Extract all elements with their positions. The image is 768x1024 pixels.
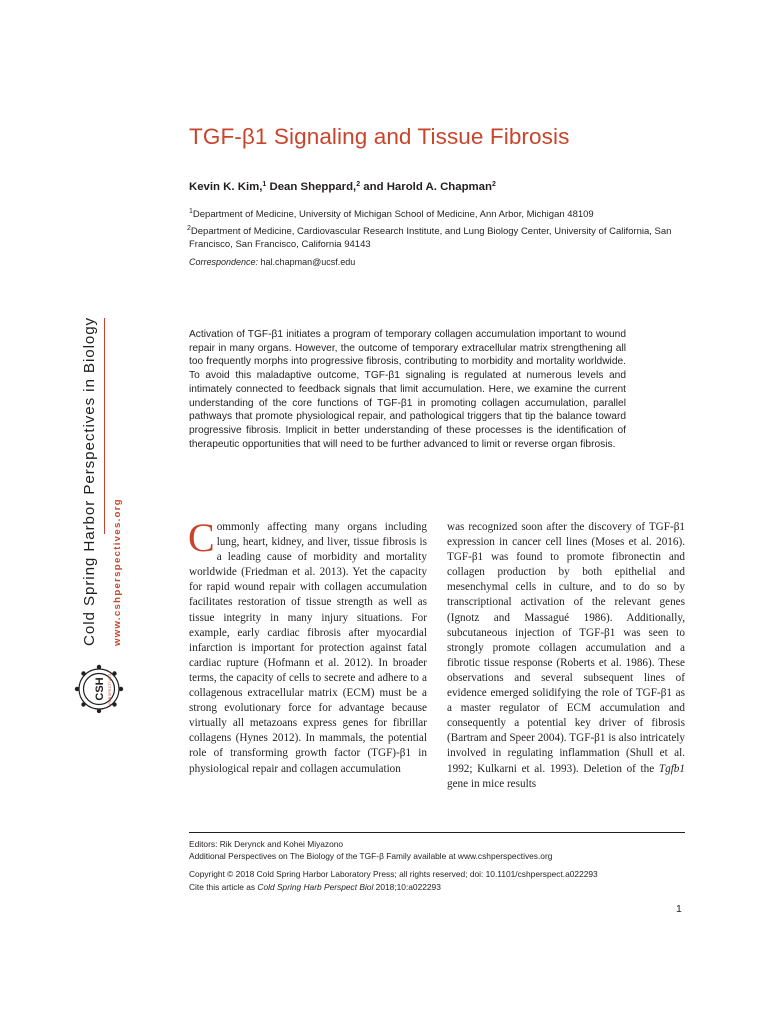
drop-cap: C (188, 515, 215, 560)
csh-logo (74, 655, 124, 723)
body-column-right (447, 520, 685, 792)
correspondence-email[interactable]: hal.chapman@ucsf.edu (258, 257, 356, 267)
footer-copyright: Copyright © 2018 Cold Spring Harbor Laboratory Press; all rights reserved; doi: 10.1101/cshperspect.a022293 (189, 869, 598, 880)
logo-text: CSH (94, 677, 106, 701)
author-affil-marker: 2 (356, 181, 361, 188)
body-column-left (188, 515, 427, 777)
author-name: Kevin K. Kim, (189, 181, 263, 193)
footer (189, 838, 689, 893)
body-text-right: was recognized soon after the discovery of TGF-β1 expression in cancer cell lines (Moses et al. 2016). TGF-β1 was found to promote fibronectin and collagen production by both epithelial and mesenchymal cells in culture, and to do so by transcriptional activation of the relevant genes (Ignotz and Massagué 1986). Additionally, subcutaneous injection of TGF-β1 was seen to strongly promote collagen accumulation and a fibrotic tissue response (Roberts et al. 1986). These observations and several subsequent lines of evidence emerged solidifying the role of TGF-β1 as a master regulator of ECM accumulation and consequently a potential key driver of fibrosis (Bartram and Speer 2004). TGF-β1 is also intricately involved in regulating inflammation (Shull et al. 1992; Kulkarni et al. 1993). Deletion of the (447, 521, 685, 775)
author-affil-marker: 1 (262, 181, 267, 188)
abstract: Activation of TGF-β1 initiates a program of temporary collagen accumulation important to wound repair in many organs. However, the outcome of temporary extracellular matrix strengthening all too frequently morphs into progressive fibrosis, contributing to morbidity and mortality worldwide. To avoid this maladaptive outcome, TGF-β1 signaling is regulated at numerous levels and intimately connected to feedback signals that limit accumulation. Here, we examine the current understanding of the core functions of TGF-β1 in promoting collagen accumulation, parallel pathways that promote physiological repair, and pathological triggers that tip the balance toward progressive fibrosis. Implicit in better understanding of these processes is the identification of therapeutic opportunities that will need to be further advanced to limit or reverse organ fibrosis. (189, 329, 626, 450)
page-number: 1 (676, 903, 682, 915)
footer-editors: Editors: Rik Derynck and Kohei Miyazono (189, 839, 344, 849)
logo-subtext: PERSPECTIVES (108, 673, 112, 705)
affiliation-marker: 2 (187, 225, 191, 232)
article-title: TGF-β1 Signaling and Tissue Fibrosis (189, 124, 570, 149)
author-name: Dean Sheppard, (266, 181, 357, 193)
affiliation (189, 225, 689, 251)
citation-prefix: Cite this article as (189, 881, 258, 892)
body-text-right-end: gene in mice results (447, 777, 537, 790)
gene-name: Tgfb1 (658, 762, 685, 775)
journal-name: Cold Spring Harbor Perspectives in Biology (81, 316, 98, 646)
affiliation-marker: 1 (189, 208, 193, 215)
journal-url[interactable]: www.cshperspectives.org (112, 498, 123, 646)
affiliation (189, 208, 689, 221)
sidebar-rule (104, 318, 105, 534)
author-affil-marker: 2 (491, 181, 496, 188)
footer-rule (189, 832, 685, 833)
correspondence (189, 257, 355, 267)
citation-journal: Cold Spring Harb Perspect Biol (257, 881, 374, 892)
affiliation-text: Department of Medicine, Cardiovascular Research Institute, and Lung Biology Center, University of California, San Francisco, San Francisco, California 94143 (189, 226, 672, 250)
author-list (189, 181, 496, 193)
author-name: and Harold A. Chapman (360, 181, 492, 193)
body-text-left: ommonly affecting many organs including lung, heart, kidney, and liver, tissue fibrosis is a leading cause of morbidity and mortality worldwide (Friedman et al. 2013). Yet the capacity for rapid wound repair with collagen accumulation facilitates restoration of tissue strength as well as tissue integrity in many injury situations. For example, early cardiac fibrosis after myocardial infarction is important for protection against fatal cardiac rupture (Hofmann et al. 2012). In broader terms, the capacity of cells to secrete and adhere to a collagenous extracellular matrix (ECM) must be a strong evolutionary force for advantage because virtually all metazoans express genes for fibrillar collagens (Hynes 2012). In mammals, the potential role of transforming growth factor (TGF)-β1 in physiological repair and collagen accumulation (189, 521, 427, 775)
correspondence-label: Correspondence: (189, 257, 259, 267)
footer-additional: Additional Perspectives on The Biology of the TGF-β Family available at www.cshperspectives.org (189, 851, 553, 862)
footer-citation (189, 881, 689, 893)
citation-suffix: 2018;10:a022293 (373, 881, 441, 892)
affiliation-text: Department of Medicine, University of Michigan School of Medicine, Ann Arbor, Michigan 48109 (192, 209, 594, 220)
